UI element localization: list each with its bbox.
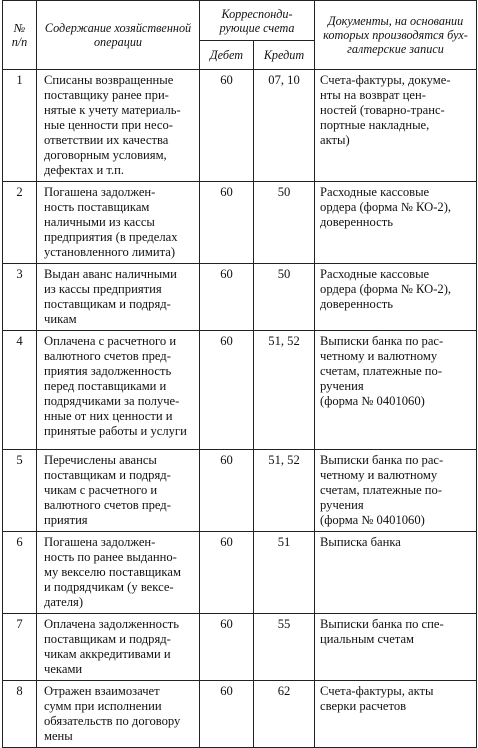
documents-cell bbox=[315, 614, 477, 681]
operation-line: чикам bbox=[44, 312, 77, 326]
operation-line: Списаны возвращенные bbox=[44, 73, 174, 87]
document-line: доверенность bbox=[320, 297, 393, 311]
operation-line: Оплачена с расчетного и bbox=[44, 334, 177, 348]
table-row bbox=[3, 532, 477, 614]
operation-cell bbox=[37, 614, 200, 681]
table-row bbox=[3, 614, 477, 681]
table-row bbox=[3, 331, 477, 450]
credit-cell: 55 bbox=[254, 614, 315, 681]
header-credit: Кредит bbox=[254, 41, 315, 70]
document-line: ручения bbox=[320, 379, 364, 393]
row-number: 6 bbox=[3, 532, 37, 614]
operation-line: мены bbox=[44, 729, 73, 743]
table-body bbox=[3, 70, 477, 748]
operation-line: принятые работы и услуги bbox=[44, 424, 187, 438]
documents-cell bbox=[315, 70, 477, 182]
operation-cell bbox=[37, 681, 200, 748]
operation-line: Погашена задолжен- bbox=[44, 535, 156, 549]
credit-cell: 51 bbox=[254, 532, 315, 614]
debit-cell: 60 bbox=[200, 70, 254, 182]
header-accounts-line: рующие счета bbox=[219, 20, 295, 35]
operation-line: поставщикам и подряд- bbox=[44, 297, 171, 311]
document-line: акты) bbox=[320, 133, 350, 147]
operation-line: му векселю поставщикам bbox=[44, 565, 181, 579]
documents-cell bbox=[315, 450, 477, 532]
operation-line: ность по ранее выданно- bbox=[44, 550, 177, 564]
document-line: нты на возврат цен- bbox=[320, 88, 426, 102]
operation-line: Выдан аванс наличными bbox=[44, 267, 177, 281]
operation-line: дефектах и т.п. bbox=[44, 163, 125, 177]
operation-cell bbox=[37, 70, 200, 182]
document-line: четному и валютному bbox=[320, 349, 438, 363]
document-line: сверки расчетов bbox=[320, 699, 407, 713]
documents-cell bbox=[315, 532, 477, 614]
debit-cell: 60 bbox=[200, 264, 254, 331]
debit-cell: 60 bbox=[200, 450, 254, 532]
table-row bbox=[3, 681, 477, 748]
operation-cell bbox=[37, 532, 200, 614]
header-documents-line: которых производятся бух- bbox=[323, 28, 468, 42]
table-row bbox=[3, 182, 477, 264]
table-header bbox=[3, 1, 477, 70]
operation-line: Отражен взаимозачет bbox=[44, 684, 160, 698]
documents-cell bbox=[315, 182, 477, 264]
operation-line: предприятия (в пределах bbox=[44, 230, 178, 244]
document-line: (форма № 0401060) bbox=[320, 513, 425, 527]
debit-cell: 60 bbox=[200, 614, 254, 681]
operation-cell bbox=[37, 264, 200, 331]
operation-line: приятия bbox=[44, 513, 88, 527]
document-line: (форма № 0401060) bbox=[320, 394, 425, 408]
header-num-line: п/п bbox=[11, 35, 28, 49]
header-num-line: № bbox=[13, 21, 26, 35]
operation-line: и подрядчикам (у вексе- bbox=[44, 580, 174, 594]
document-line: счетам, платежные по- bbox=[320, 364, 443, 378]
credit-cell: 50 bbox=[254, 264, 315, 331]
operation-line: ность поставщикам bbox=[44, 200, 150, 214]
document-line: Выписки банка по рас- bbox=[320, 334, 444, 348]
operation-line: валютного счетов пред- bbox=[44, 349, 171, 363]
row-number: 1 bbox=[3, 70, 37, 182]
operation-cell bbox=[37, 331, 200, 450]
table-row bbox=[3, 450, 477, 532]
header-operation-line: Содержание хозяйственной bbox=[44, 21, 192, 35]
document-line: Выписки банка по рас- bbox=[320, 453, 444, 467]
operations-table bbox=[2, 0, 477, 748]
header-accounts-line: Корреспонди- bbox=[221, 6, 293, 21]
operation-line: Оплачена задолженность bbox=[44, 617, 180, 631]
header-documents-line: Документы, на основании bbox=[327, 14, 464, 28]
operation-line: сумм при исполнении bbox=[44, 699, 162, 713]
operation-line: ные ценности при несо- bbox=[44, 118, 173, 132]
operation-line: обязательств по договору bbox=[44, 714, 181, 728]
document-line: счетам, платежные по- bbox=[320, 483, 443, 497]
operation-line: дателя) bbox=[44, 595, 84, 609]
document-line: Выписка банка bbox=[320, 535, 401, 549]
header-num bbox=[3, 1, 37, 70]
row-number: 2 bbox=[3, 182, 37, 264]
document-line: четному и валютному bbox=[320, 468, 438, 482]
row-number: 4 bbox=[3, 331, 37, 450]
document-line: Расходные кассовые bbox=[320, 267, 430, 281]
document-line: ордера (форма № КО-2), bbox=[320, 282, 452, 296]
header-documents-line: галтерские записи bbox=[347, 42, 444, 56]
credit-cell: 62 bbox=[254, 681, 315, 748]
operation-cell bbox=[37, 450, 200, 532]
operation-line: чикам с расчетного и bbox=[44, 483, 158, 497]
operation-line: Погашена задолжен- bbox=[44, 185, 156, 199]
document-line: портные накладные, bbox=[320, 118, 430, 132]
credit-cell: 51, 52 bbox=[254, 331, 315, 450]
document-line: Расходные кассовые bbox=[320, 185, 430, 199]
debit-cell: 60 bbox=[200, 532, 254, 614]
operation-line: поставщикам и подряд- bbox=[44, 632, 171, 646]
operation-line: поставщику ранее при- bbox=[44, 88, 169, 102]
header-documents bbox=[315, 1, 477, 70]
row-number: 5 bbox=[3, 450, 37, 532]
operation-line: поставщикам и подряд- bbox=[44, 468, 171, 482]
documents-cell bbox=[315, 331, 477, 450]
row-number: 8 bbox=[3, 681, 37, 748]
operation-line: Перечислены авансы bbox=[44, 453, 157, 467]
operation-line: перед поставщиками и bbox=[44, 379, 167, 393]
operation-cell bbox=[37, 182, 200, 264]
operation-line: нятые к учету материаль- bbox=[44, 103, 181, 117]
document-line: ручения bbox=[320, 498, 364, 512]
operation-line: из кассы предприятия bbox=[44, 282, 162, 296]
document-line: доверенность bbox=[320, 215, 393, 229]
credit-cell: 07, 10 bbox=[254, 70, 315, 182]
table-row bbox=[3, 264, 477, 331]
document-line: ностей (товарно-транс- bbox=[320, 103, 445, 117]
credit-cell: 51, 52 bbox=[254, 450, 315, 532]
operation-line: нные от них ценности и bbox=[44, 409, 173, 423]
documents-cell bbox=[315, 264, 477, 331]
header-operation-line: операции bbox=[93, 35, 143, 49]
document-line: Счета-фактуры, акты bbox=[320, 684, 434, 698]
debit-cell: 60 bbox=[200, 182, 254, 264]
operation-line: приятия задолженность bbox=[44, 364, 172, 378]
table-row bbox=[3, 70, 477, 182]
document-line: Выписки банка по спе- bbox=[320, 617, 444, 631]
operation-line: установленного лимита) bbox=[44, 245, 176, 259]
header-debit: Дебет bbox=[200, 41, 254, 70]
operation-line: договорным условиям, bbox=[44, 148, 167, 162]
documents-cell bbox=[315, 681, 477, 748]
operation-line: чеками bbox=[44, 662, 83, 676]
debit-cell: 60 bbox=[200, 681, 254, 748]
row-number: 7 bbox=[3, 614, 37, 681]
document-line: циальным счетам bbox=[320, 632, 415, 646]
document-line: Счета-фактуры, докуме- bbox=[320, 73, 451, 87]
operation-line: ответствии их качества bbox=[44, 133, 169, 147]
header-operation bbox=[37, 1, 200, 70]
credit-cell: 50 bbox=[254, 182, 315, 264]
document-line: ордера (форма № КО-2), bbox=[320, 200, 452, 214]
operation-line: наличными из кассы bbox=[44, 215, 155, 229]
operation-line: чикам аккредитивами и bbox=[44, 647, 171, 661]
debit-cell: 60 bbox=[200, 331, 254, 450]
operation-line: подрядчиками за получе- bbox=[44, 394, 180, 408]
row-number: 3 bbox=[3, 264, 37, 331]
operation-line: валютного счетов пред- bbox=[44, 498, 171, 512]
header-accounts bbox=[200, 1, 315, 41]
